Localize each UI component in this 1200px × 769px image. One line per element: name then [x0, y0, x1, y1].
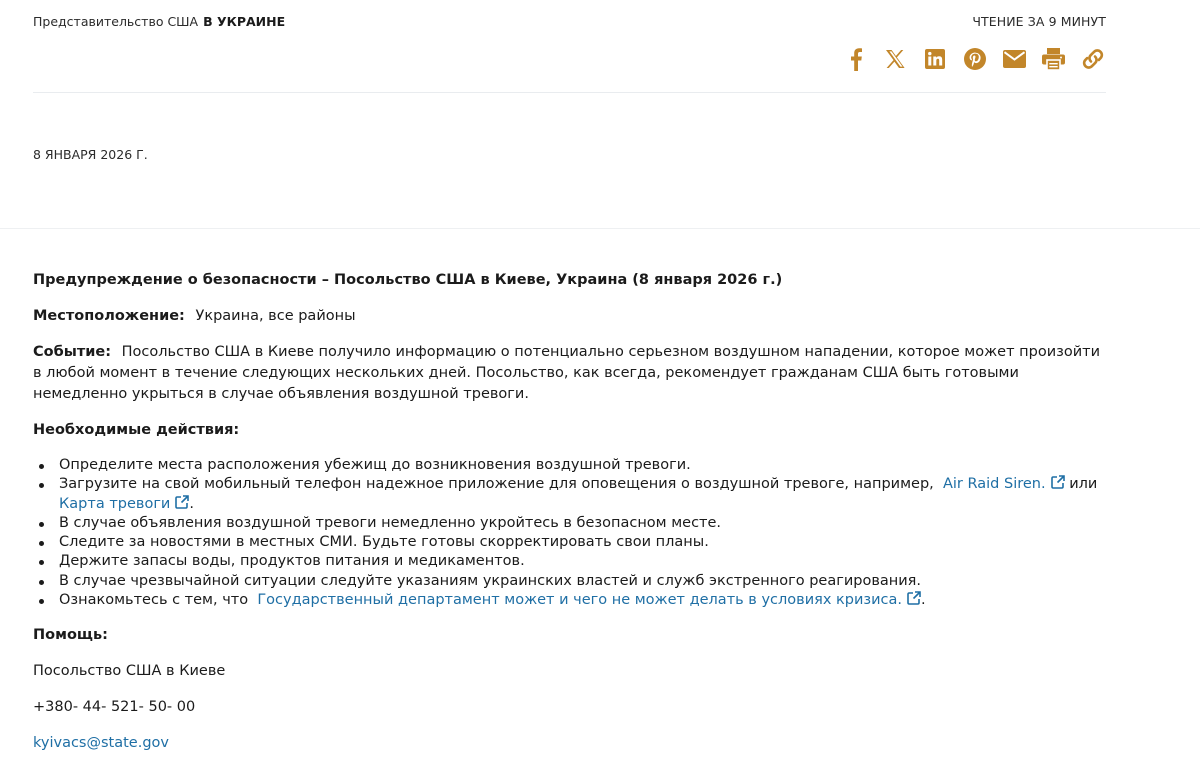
- contact-phone: +380- 44- 521- 50- 00: [33, 699, 196, 716]
- article-title: Предупреждение о безопасности – Посольство США в Киеве, Украина (8 января 2026 г.): [33, 272, 783, 288]
- copy-link-icon: [1080, 48, 1106, 70]
- share-email-button[interactable]: [1001, 46, 1027, 72]
- share-print-button[interactable]: [1041, 46, 1067, 72]
- facebook-icon: [849, 47, 863, 71]
- pinterest-icon: [964, 48, 986, 70]
- list-item: [59, 533, 1103, 552]
- share-pinterest-button[interactable]: [962, 46, 988, 72]
- share-bar: [843, 46, 1106, 72]
- location-paragraph: [33, 306, 1103, 327]
- alert-map-link[interactable]: [59, 496, 189, 512]
- reading-time: ЧТЕНИЕ ЗА 9 МИНУТ: [972, 14, 1106, 29]
- action-text: В случае объявления воздушной тревоги немедленно укройтесь в безопасном месте.: [59, 514, 722, 531]
- page-header: [33, 0, 1106, 93]
- contact-org: Посольство США в Киеве: [33, 663, 226, 680]
- breadcrumb: [33, 14, 285, 29]
- action-text-end: .: [921, 592, 926, 609]
- action-text: Держите запасы воды, продуктов питания и медикаментов.: [59, 553, 525, 570]
- link-label: Государственный департамент может и чего не может делать в условиях кризиса.: [257, 592, 903, 609]
- external-link-icon: [1051, 475, 1065, 489]
- copy-link-button[interactable]: [1080, 46, 1106, 72]
- location-value: Украина, все районы: [195, 308, 356, 324]
- list-item: [59, 475, 1103, 514]
- list-item: [59, 456, 1103, 475]
- air-raid-siren-link[interactable]: [943, 476, 1065, 492]
- link-label: Air Raid Siren.: [942, 476, 1046, 493]
- x-twitter-icon: [885, 49, 906, 69]
- email-icon: [1003, 50, 1026, 68]
- breadcrumb-prefix[interactable]: Представительство США: [33, 14, 199, 29]
- list-item: [59, 591, 1103, 610]
- article-body: [33, 270, 1103, 769]
- list-item: [59, 514, 1103, 533]
- action-text-or: или: [1069, 476, 1098, 493]
- actions-heading: Необходимые действия:: [33, 422, 240, 438]
- share-x-button[interactable]: [883, 46, 909, 72]
- action-text: Следите за новостями в местных СМИ. Будьте готовы скорректировать свои планы.: [59, 534, 709, 551]
- event-paragraph: [33, 342, 1103, 405]
- breadcrumb-country[interactable]: В УКРАИНЕ: [203, 14, 286, 29]
- list-item: [59, 572, 1103, 591]
- publish-date: 8 ЯНВАРЯ 2026 Г.: [33, 147, 148, 162]
- event-label: Событие:: [33, 344, 112, 360]
- linkedin-icon: [925, 49, 945, 69]
- action-text: В случае чрезвычайной ситуации следуйте указаниям украинских властей и служб экстренного реагирования.: [59, 572, 922, 589]
- actions-list: [33, 456, 1103, 610]
- state-department-crisis-link[interactable]: [257, 592, 921, 608]
- print-icon: [1042, 48, 1065, 70]
- action-text: Определите места расположения убежищ до возникновения воздушной тревоги.: [59, 457, 691, 473]
- action-text: Ознакомьтесь с тем, что: [59, 592, 249, 609]
- external-link-icon: [175, 495, 189, 509]
- contact-email-link[interactable]: kyivacs@state.gov: [33, 735, 169, 752]
- share-facebook-button[interactable]: [843, 46, 869, 72]
- action-text: Загрузите на свой мобильный телефон надежное приложение для оповещения о воздушной тревоге, например,: [59, 476, 934, 493]
- contact-block: [33, 661, 1103, 754]
- share-linkedin-button[interactable]: [922, 46, 948, 72]
- list-item: [59, 552, 1103, 571]
- link-label: Карта тревоги: [59, 495, 171, 512]
- help-heading: Помощь:: [33, 627, 108, 644]
- location-label: Местоположение:: [33, 308, 185, 324]
- event-text: Посольство США в Киеве получило информацию о потенциально серьезном воздушном нападении, которое может произойти в любой момент в течение следующих нескольких дней. Посольство, как всегда, рекомендует гражданам США быть готовыми немедленно укрыться в случае объявления воздушной тревоги.: [33, 344, 1100, 402]
- section-divider: [0, 228, 1200, 229]
- action-text-end: .: [189, 495, 194, 512]
- external-link-icon: [907, 591, 921, 605]
